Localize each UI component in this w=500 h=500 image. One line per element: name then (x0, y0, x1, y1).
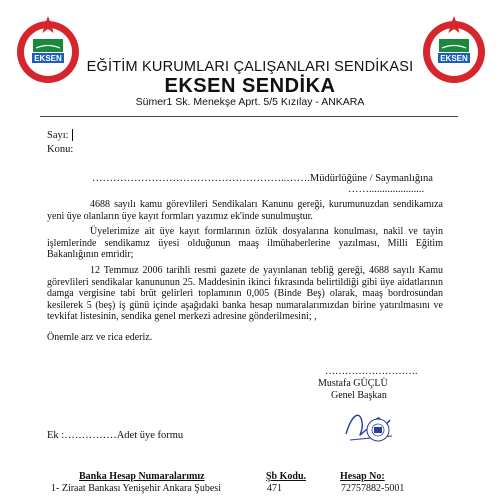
body-paragraph-3-text: 12 Temmuz 2006 tarihli resmi gazete de yayınlanan tebliğ gereği, 4688 sayılı Kamu görevlileri sendikalar kanununun 25. Maddesinin ikinci fıkrasında belirtildiği gibi üye aidatlarının damga vergisine tabi brüt gelirleri toplamının 0,005 (Binde Beş) olarak, maaş bordrosundan kesilerek 5 (beş) iş günü içinde aşağıdaki banka hesap numaralarımızdan birine yatırılmasını ve tevkifat listesinin, sendika genel merkezi adresine gönderilmesini; , (47, 265, 443, 322)
header-divider (40, 116, 458, 117)
body-paragraph-2 (47, 226, 443, 261)
signature-dots: ………………………. (325, 366, 418, 377)
logo-text: EKSEN (34, 54, 62, 63)
body-paragraph-1 (47, 199, 443, 222)
signatory-title: Genel Başkan (331, 390, 387, 401)
body-paragraph-3 (47, 265, 443, 323)
logo-text: EKSEN (440, 54, 468, 63)
bank-row-name: 1- Ziraat Bankası Yenişehir Ankara Şubesi (51, 483, 221, 494)
recipient-line: ………………………………………………..…….Müdürlüğüne / Saymanlığına (92, 173, 433, 184)
signature-image (340, 400, 400, 448)
recipient-location: ……..................... (348, 184, 425, 195)
body-paragraph-1-text: 4688 sayılı kamu görevlileri Sendikaları Kanunu gereği, kurumunuzdan sendikamıza yeni üye olanların üye kayıt formları yazımız ek'inde sunulmuştur. (47, 199, 443, 222)
number-label: Sayı: (47, 130, 69, 141)
attachment-note: Ek :……………Adet üye formu (47, 430, 184, 441)
signatory-name: Mustafa GÜÇLÜ (318, 378, 388, 389)
bank-row-branch-code: 471 (267, 483, 282, 494)
bank-header-account-no: Hesap No: (340, 471, 385, 482)
bank-header-accounts: Banka Hesap Numaralarımız (79, 471, 205, 482)
body-paragraph-2-text: Üyelerimize ait üye kayıt formlarının özlük dosyalarına konulması, nakil ve tayin işlemlerinde sendikamız üyesi olduğunun maaş ilmühaberlerine yazılması, Milli Eğitim Bakanlığının emridir; (47, 226, 443, 260)
text-cursor (72, 129, 73, 141)
bank-header-branch-code: Şb Kodu. (266, 471, 307, 482)
union-short-name: EKSEN SENDİKA (164, 75, 336, 97)
union-address: Sümer1 Sk. Menekşe Aprt. 5/5 Kızılay - ANKARA (135, 96, 365, 108)
subject-label: Konu: (47, 144, 74, 155)
bank-row-account-no: 72757882-5001 (341, 483, 405, 494)
closing-line: Önemle arz ve rica ederiz. (47, 332, 153, 343)
union-full-name: EĞİTİM KURUMLARI ÇALIŞANLARI SENDİKASI (86, 59, 414, 75)
